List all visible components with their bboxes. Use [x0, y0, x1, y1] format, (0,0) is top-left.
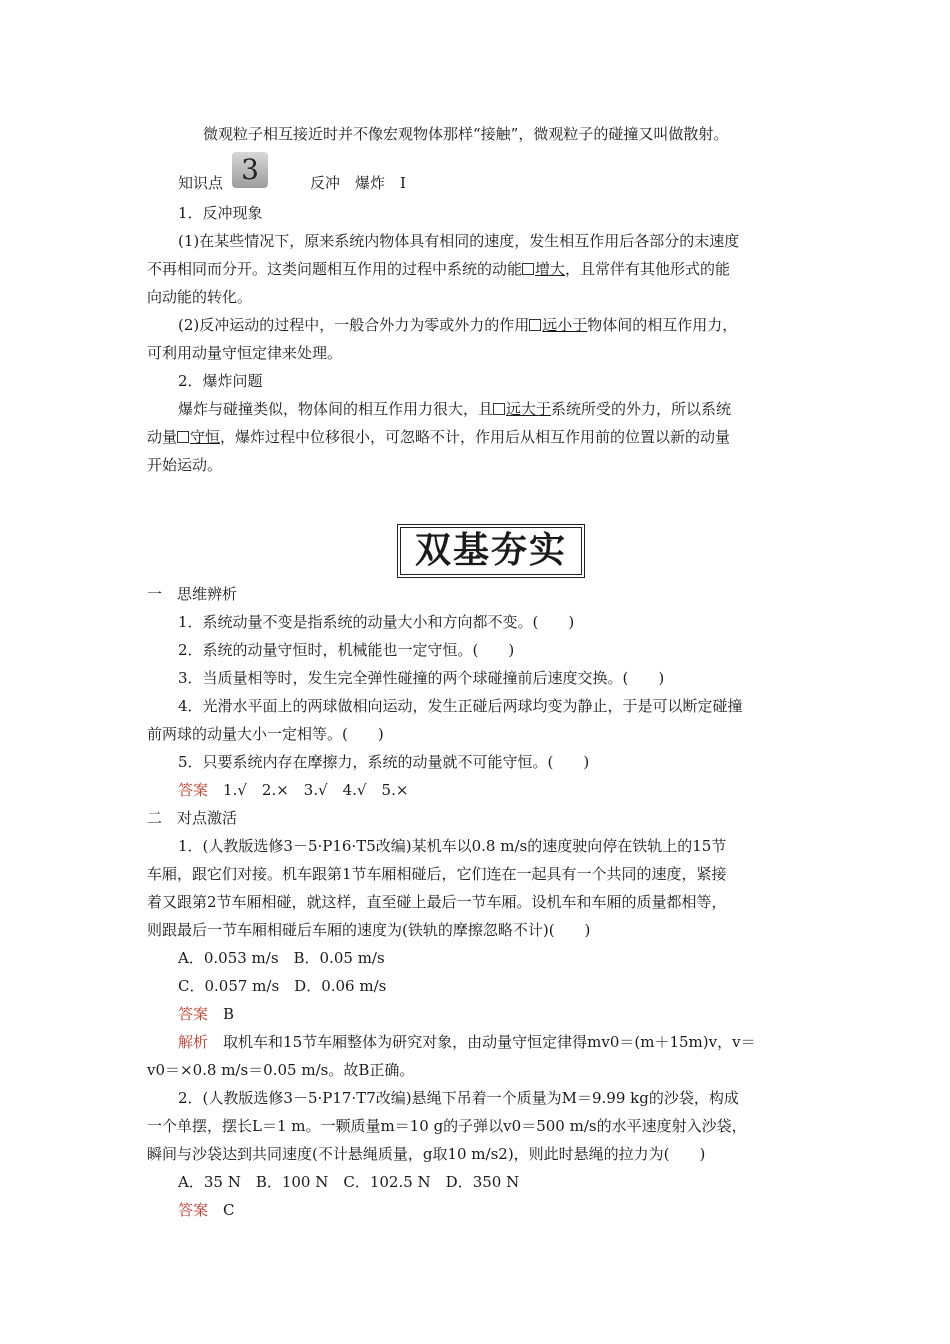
answer-label: 答案: [178, 781, 209, 799]
problem1-explanation-line1: 解析 取机车和15节车厢整体为研究对象，由动量守恒定律得mv0＝(m＋15m)v，v＝: [178, 1033, 756, 1051]
part1-title: 一 思维辨析: [147, 585, 238, 603]
knowledge-point-label: 知识点: [178, 174, 224, 192]
blank-box-icon: [493, 403, 505, 415]
fill-blank-answer: 守恒: [190, 428, 221, 446]
problem2-line2: 一个单摆，摆长L＝1 m。一颗质量m＝10 g的子弹以v0＝500 m/s的水平速度射入沙袋，: [147, 1117, 747, 1135]
judgment-question-2: 2．系统的动量守恒时，机械能也一定守恒。( ): [178, 641, 515, 659]
problem1-options-ab: A．0.053 m/s B．0.05 m/s: [178, 949, 385, 967]
section-banner-title: 双基夯实: [400, 527, 582, 575]
fill-blank-answer: 远大于: [506, 400, 552, 418]
judgment-question-4-line1: 4．光滑水平面上的两球做相向运动，发生正碰后两球均变为静止，于是可以断定碰撞: [178, 697, 743, 715]
intro-paragraph: 微观粒子相互接近时并不像宏观物体那样“接触”，微观粒子的碰撞又叫做散射。: [203, 125, 729, 143]
recoil-para1-line2: 不再相同而分开。这类问题相互作用的过程中系统的动能 增大，且常伴有其他形式的能: [147, 260, 731, 278]
problem1-line3: 着又跟第2节车厢相碰，就这样，直至碰上最后一节车厢。设机车和车厢的质量都相等，: [147, 893, 727, 911]
recoil-para1-line1: (1)在某些情况下，原来系统内物体具有相同的速度，发生相互作用后各部分的末速度: [178, 232, 740, 250]
explosion-para-line2: 动量 守恒，爆炸过程中位移很小，可忽略不计，作用后从相互作用前的位置以新的动量: [147, 428, 731, 446]
problem1-answer-row: [178, 1004, 234, 1024]
blank-box-icon: [177, 431, 189, 443]
fill-blank-answer: 增大: [535, 260, 566, 278]
answer-label: 答案: [178, 1201, 209, 1219]
problem2-options: A．35 N B．100 N C．102.5 N D．350 N: [178, 1173, 520, 1191]
fill-blank-answer: 远小于: [542, 316, 588, 334]
knowledge-point-title: 反冲 爆炸 Ⅰ: [310, 174, 406, 192]
problem2-answer-row: [178, 1200, 235, 1220]
problem1-options-cd: C．0.057 m/s D．0.06 m/s: [178, 977, 387, 995]
answer-text: B: [223, 1005, 235, 1023]
part1-answer-row: [178, 780, 408, 800]
problem1-explanation-line2: v0＝×0.8 m/s＝0.05 m/s。故B正确。: [147, 1061, 415, 1079]
explanation-label: 解析: [178, 1033, 209, 1051]
problem1-line1: 1．(人教版选修3－5·P16·T5改编)某机车以0.8 m/s的速度驶向停在铁轨上的15节: [178, 837, 727, 855]
judgment-question-1: 1．系统动量不变是指系统的动量大小和方向都不变。( ): [178, 613, 575, 631]
recoil-para2-line2: 可利用动量守恒定律来处理。: [147, 344, 343, 362]
judgment-question-4-line2: 前两球的动量大小一定相等。( ): [147, 725, 384, 743]
heading-explosion: 2．爆炸问题: [178, 372, 263, 390]
problem1-line4: 则跟最后一节车厢相碰后车厢的速度为(铁轨的摩擦忽略不计)( ): [147, 921, 591, 939]
explosion-para-line3: 开始运动。: [147, 456, 223, 474]
heading-recoil: 1．反冲现象: [178, 204, 263, 222]
part2-title: 二 对点激活: [147, 809, 238, 827]
recoil-para2-line1: (2)反冲运动的过程中，一般合外力为零或外力的作用 远小于物体间的相互作用力，: [178, 316, 738, 334]
problem1-line2: 车厢，跟它们对接。机车跟第1节车厢相碰后，它们连在一起具有一个共同的速度，紧接: [147, 865, 727, 883]
answer-text: 1.√ 2.× 3.√ 4.√ 5.×: [223, 781, 409, 799]
problem2-line3: 瞬间与沙袋达到共同速度(不计悬绳质量，g取10 m/s2)，则此时悬绳的拉力为( ): [147, 1145, 706, 1163]
knowledge-point-number-badge: 3: [232, 152, 268, 188]
answer-text: C: [223, 1201, 235, 1219]
section-banner: [397, 524, 585, 578]
judgment-question-5: 5．只要系统内存在摩擦力，系统的动量就不可能守恒。( ): [178, 753, 590, 771]
blank-box-icon: [522, 263, 534, 275]
judgment-question-3: 3．当质量相等时，发生完全弹性碰撞的两个球碰撞前后速度交换。( ): [178, 669, 665, 687]
explosion-para-line1: 爆炸与碰撞类似，物体间的相互作用力很大，且 远大于系统所受的外力，所以系统: [178, 400, 732, 418]
blank-box-icon: [529, 319, 541, 331]
problem2-line1: 2．(人教版选修3－5·P17·T7改编)悬绳下吊着一个质量为M＝9.99 kg的沙袋，构成: [178, 1089, 739, 1107]
recoil-para1-line3: 向动能的转化。: [147, 288, 253, 306]
answer-label: 答案: [178, 1005, 209, 1023]
